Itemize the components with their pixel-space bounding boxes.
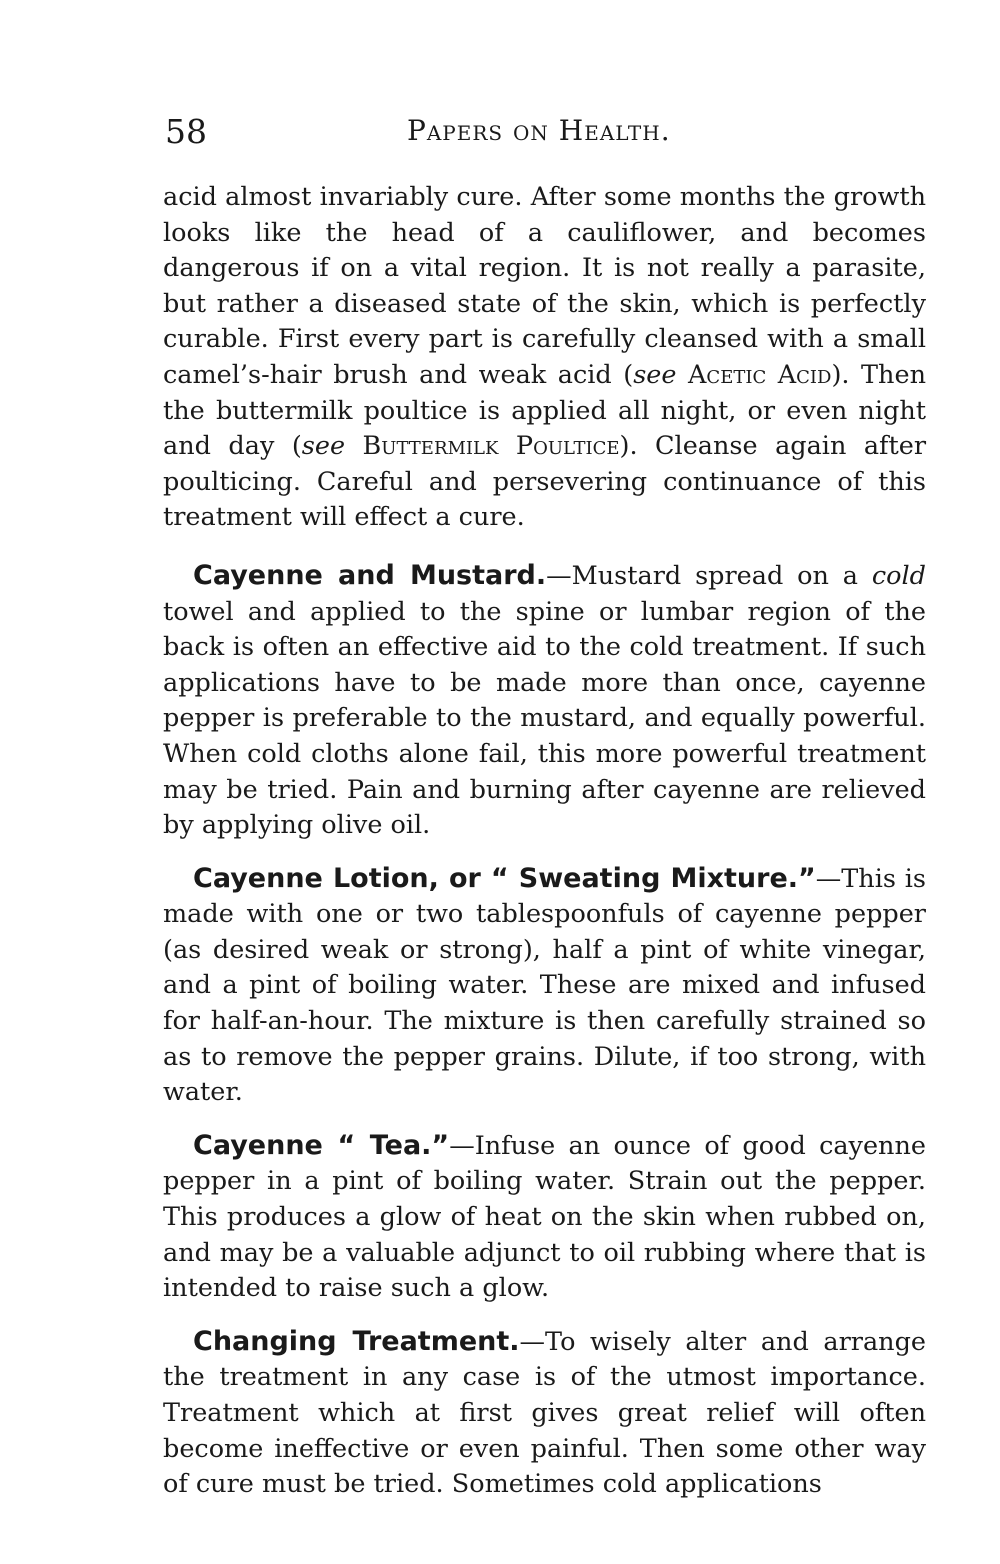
paragraph-continuation: acid almost invariably cure. After some months the growth looks like the head of a cauliflower, and becomes dangerous if on a vital region. It is not really a parasite, but rather a diseased state of the skin, which is perfectly curable. First every part is carefully cleansed with a small camel’s-hair brush and weak acid (see Acetic Acid). Then the buttermilk poultice is applied all night, or even night and day (see Buttermilk Poultice). Cleanse again after poulticing. Careful and persevering continuance of this treatment will effect a cure. (163, 182, 927, 533)
entry-heading: Changing Treatment. (193, 1325, 520, 1357)
body-text (163, 180, 926, 1520)
entry-cayenne-and-mustard: Cayenne and Mustard.—Mustard spread on a cold towel and applied to the spine or lumbar region of the back is often an effective aid to the cold treatment. If such applications have to be made more than once, cayenne pepper is preferable to the mustard, and equally powerful. When cold cloths alone fail, this more powerful treatment may be tried. Pain and burning after cayenne are relieved by applying olive oil. (163, 559, 926, 841)
entry-heading: Cayenne and Mustard. (193, 559, 547, 591)
page-number: 58 (165, 112, 207, 151)
entry-cayenne-lotion: Cayenne Lotion, or “ Sweating Mixture.”—This is made with one or two tablespoonfuls of cayenne pepper (as desired weak or strong), half a pint of white vinegar, and a pint of boiling water. These are mixed and infused for half-an-hour. The mixture is then carefully strained so as to remove the pepper grains. Dilute, if too strong, with water. (163, 862, 926, 1108)
entry-heading: Cayenne “ Tea.” (193, 1129, 450, 1161)
entry-cayenne-tea: Cayenne “ Tea.”—Infuse an ounce of good cayenne pepper in a pint of boiling water. Strain out the pepper. This produces a glow of heat on the skin when rubbed on, and may be a valuable adjunct to oil rubbing where that is intended to raise such a glow. (163, 1129, 926, 1304)
cross-reference: Acetic Acid (688, 359, 832, 390)
entry-changing-treatment: Changing Treatment.—To wisely alter and arrange the treatment in any case is of the utmost importance. Treatment which at first gives great relief will often become ineffective or even painful. Then some other way of cure must be tried. Sometimes cold applications (163, 1325, 927, 1500)
entry-heading: Cayenne Lotion, or “ Sweating Mixture.” (193, 862, 816, 894)
page-header (165, 112, 925, 152)
running-title: Papers on Health. (407, 114, 671, 147)
cross-reference: Buttermilk Poultice (362, 431, 620, 462)
